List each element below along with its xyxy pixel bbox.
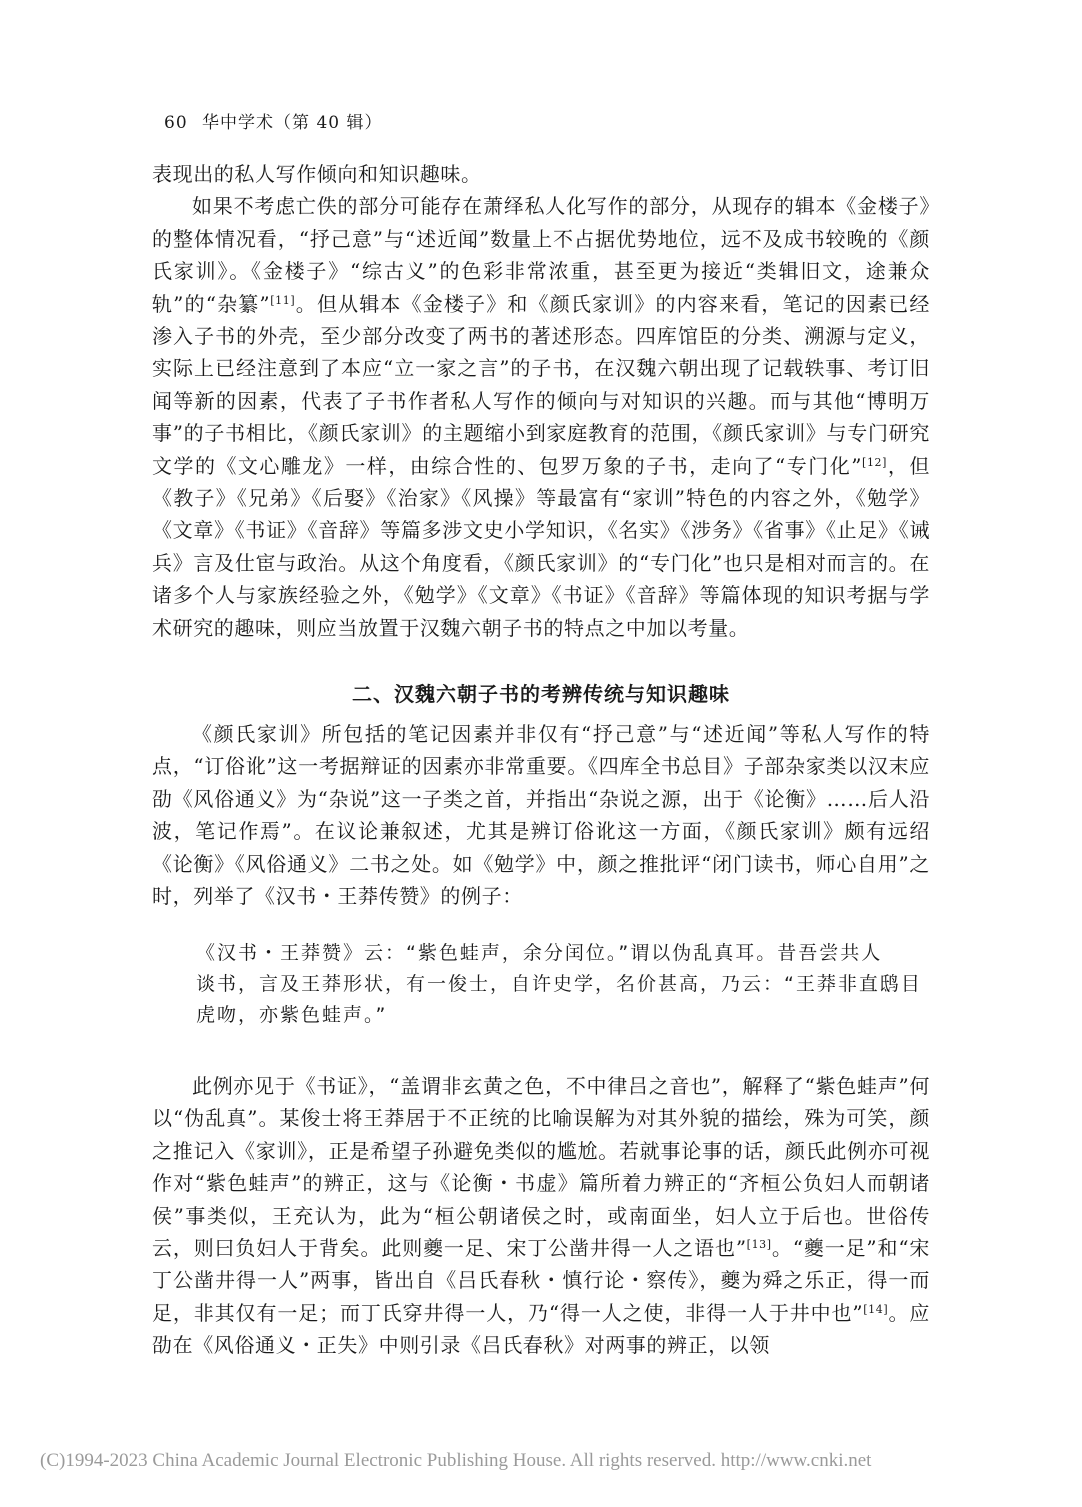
paragraph-continuation: 表现出的私人写作倾向和知识趣味。 bbox=[152, 162, 482, 186]
body-block-3 bbox=[152, 1070, 930, 1362]
journal-title: 华中学术（第 40 辑） bbox=[202, 113, 383, 133]
citation-ref: [13] bbox=[746, 1238, 772, 1252]
paragraph-text: ，但《教子》《兄弟》《后娶》《治家》《风操》等最富有“家训”特色的内容之外，《勉学》《文章》《书证》《音辞》等篇多涉文史小学知识，《名实》《涉务》《省事》《止足》《诫兵》言及仕宦与政治。从这个角度看，《颜氏家训》的“专门化”也只是相对而言的。在诸多个人与家族经验之外，《勉学》《文章》《书证》《音辞》等篇体现的知识考据与学术研究的趣味，则应当放置于汉魏六朝子书的特点之中加以考量。 bbox=[152, 453, 931, 640]
paragraph: 《颜氏家训》所包括的笔记因素并非仅有“抒己意”与“述近闻”等私人写作的特点，“订俗讹”这一考据辩证的因素亦非常重要。《四库全书总目》子部杂家类以汉末应劭《风俗通义》为“杂说”这一子类之首，并指出“杂说之源，出于《论衡》……后人沿波，笔记作焉”。在议论兼叙述，尤其是辨订俗讹这一方面，《颜氏家训》颇有远绍《论衡》《风俗通义》二书之处。如《勉学》中，颜之推批评“闭门读书，师心自用”之时，列举了《汉书・王莽传赞》的例子： bbox=[152, 722, 930, 909]
paragraph bbox=[152, 1070, 930, 1362]
block-quote bbox=[196, 938, 928, 1031]
running-header bbox=[164, 108, 383, 133]
section-heading: 二、汉魏六朝子书的考辨传统与知识趣味 bbox=[352, 682, 730, 706]
quote-line: 《汉书・王莽赞》云：“紫色蛙声，余分闰位。”谓以伪乱真耳。昔吾尝共人 bbox=[196, 942, 883, 964]
citation-ref: [12] bbox=[862, 455, 888, 469]
paragraph-text: 。但从辑本《金楼子》和《颜氏家训》的内容来看，笔记的因素已经渗入子书的外壳，至少部分改变了两书的著述形态。四库馆臣的分类、溯源与定义，实际上已经注意到了本应“立一家之言”的子书，在汉魏六朝出现了记载轶事、考订旧闻等新的因素，代表了子书作者私人写作的倾向与对知识的兴趣。而与其他“博明万事”的子书相比，《颜氏家训》的主题缩小到家庭教育的范围，《颜氏家训》与专门研究文学的《文心雕龙》一样，由综合性的、包罗万象的子书，走向了“专门化” bbox=[152, 291, 931, 478]
paragraph-text: 。应劭在《风俗通义・正失》中则引录《吕氏春秋》对两事的辨正，以领 bbox=[152, 1300, 930, 1358]
body-block-1 bbox=[152, 158, 930, 644]
citation-ref: [14] bbox=[863, 1302, 889, 1316]
page-number: 60 bbox=[164, 113, 188, 133]
paragraph-text: 。“夔一足”和“宋丁公凿井得一人”两事，皆出自《吕氏春秋・慎行论・察传》，夔为舜之乐正，得一而足，非其仅有一足；而丁氏穿井得一人，乃“得一人之使，非得一人于井中也” bbox=[152, 1236, 930, 1325]
paragraph-text: 此例亦见于《书证》，“盖谓非玄黄之色，不中律吕之音也”，解释了“紫色蛙声”何以“伪乱真”。某俊士将王莽居于不正统的比喻误解为对其外貌的描绘，殊为可笑，颜之推记入《家训》，正是希望子孙避免类似的尴尬。若就事论事的话，颜氏此例亦可视作对“紫色蛙声”的辨正，这与《论衡・书虚》篇所着力辨正的“齐桓公负妇人而朝诸侯”事类似，王充认为，此为“桓公朝诸侯之时，或南面坐，妇人立于后也。世俗传云，则曰负妇人于背矣。此则夔一足、宋丁公凿井得一人之语也” bbox=[152, 1074, 930, 1261]
copyright-footer: (C)1994-2023 China Academic Journal Electronic Publishing House. All rights reserved. http://www.cnki.net bbox=[40, 1450, 872, 1471]
quote-line: 谈书，言及王莽形状，有一俊士，自许史学，名价甚高，乃云：“王莽非直鸱目 bbox=[196, 973, 922, 995]
citation-ref: [11] bbox=[270, 293, 296, 307]
body-block-2 bbox=[152, 718, 930, 912]
paragraph-text: 如果不考虑亡佚的部分可能存在萧绎私人化写作的部分，从现存的辑本《金楼子》的整体情况看，“抒己意”与“述近闻”数量上不占据优势地位，远不及成书较晚的《颜氏家训》。《金楼子》“综古义”的色彩非常浓重，甚至更为接近“类辑旧文，途兼众轨”的“杂纂” bbox=[152, 194, 930, 316]
quote-line: 虎吻，亦紫色蛙声。” bbox=[196, 1004, 388, 1026]
paragraph bbox=[152, 190, 930, 644]
